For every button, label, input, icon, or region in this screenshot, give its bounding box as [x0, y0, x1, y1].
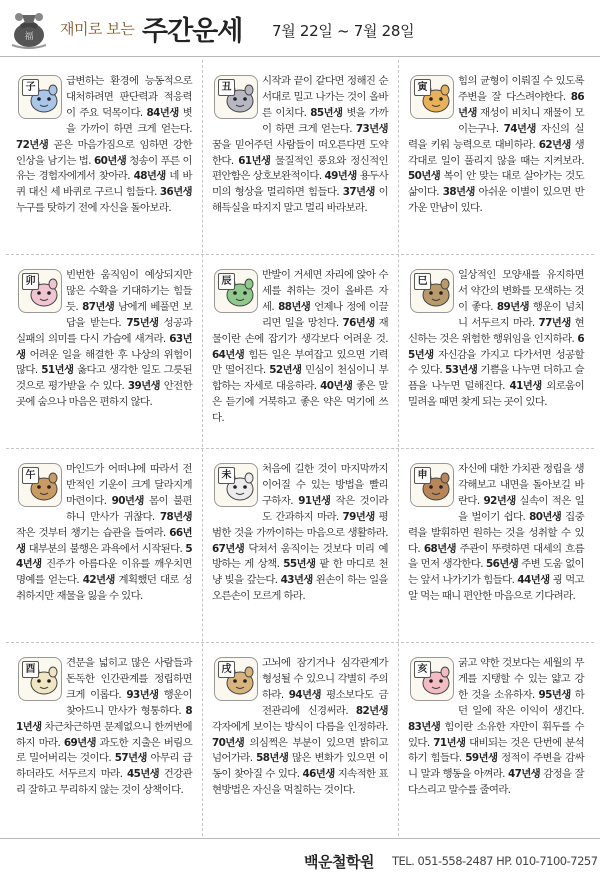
zodiac-character: 午 — [22, 467, 39, 484]
fortune-text: 마인드가 어떠냐에 따라서 전반적인 기운이 크게 달라지게 마련이다. 90년생 몸이 불편하니 만사가 귀찮다. 78년생 작은 것부터 챙기는 습관을 들여라. 66년생 대부분의 불행은 과욕에서 시작된다. 54년생 진주가 아름다운 이유를 깨우치면 명예를 얻는다. 42년생 계획했던 대로 성취하지만 재물을 잃을 수 있다. — [16, 463, 193, 603]
fortune-text: 급변하는 환경에 능동적으로 대처하려면 판단력과 적응력이 주요 덕목이다. 84년생 볏을 가까이 하면 크게 얻는다. 72년생 곧은 마음가짐으로 임하면 강한 인상을 남기는 법. 60년생 청송이 푸른 이유는 경험자에게서 찾아라. 48년생 네 바퀴 대신 세 바퀴로 구르니 힘들다. 36년생 누구를 탓하기 전에 자신을 돌아보라. — [16, 75, 193, 215]
zodiac-character: 寅 — [414, 79, 431, 96]
zodiac-grid — [6, 60, 594, 836]
zodiac-cell — [6, 642, 202, 836]
fortune-text: 빈번한 움직임이 예상되지만 많은 수확을 기대하기는 힘들 듯. 87년생 남에게 베풀면 보답을 받는다. 75년생 성공과 실패의 의미를 다시 가슴에 새겨라. 63년생 어려운 일을 해결한 후 나상의 위험이 많다. 51년생 옳다고 생각한 일도 그릇된 것으로 평가받을 수 있다. 39년생 안전한 곳에 숨으나 마음은 편하지 않다. — [16, 269, 193, 409]
zodiac-character: 卯 — [22, 273, 39, 290]
fortune-text: 힘의 균형이 이뤄질 수 있도록 주변을 잘 다스려야한다. 86년생 재성이 비치니 재물이 모이는구나. 74년생 자신의 실력을 키워 능력으로 대비하라. 62년생 생각대로 일이 풀리지 않을 때는 지켜보라. 50년생 복이 안 맞는 대로 살아가는 것도 삶이다. 38년생 아쉬운 이별이 있으면 반가운 만남이 있다. — [408, 75, 585, 215]
zodiac-character: 未 — [218, 467, 235, 484]
zodiac-cell — [398, 60, 594, 254]
fortune-text: 일상적인 모양새를 유지하면서 약간의 변화를 모색하는 것이 좋다. 89년생 행운이 넘치니 서두르지 마라. 77년생 현신하는 것은 위험한 행위임을 인지하라. 65년생 자신감을 가지고 다가서면 성공할 수 있다. 53년생 기쁨을 나누면 더하고 슬픔을 나누면 덜해진다. 41년생 외로움이 밀려올 때면 찾게 되는 곳이 있다. — [408, 269, 585, 409]
zodiac-cell — [202, 642, 398, 836]
zodiac-cell — [202, 60, 398, 254]
fortune-text: 굵고 약한 것보다는 세월의 무게를 지탱할 수 있는 얇고 강한 것을 소유하자. 95년생 하던 일에 작은 이익이 생긴다. 83년생 힘이란 소유한 자만이 휘두를 수 있다. 71년생 대비되는 것은 단번에 분석하기 힘들다. 59년생 정적이 주변을 감싸니 말과 행동을 아껴라. 47년생 감정을 잘 다스리고 말수를 줄여라. — [408, 657, 585, 797]
date-range: 7월 22일 ~ 7월 28일 — [272, 22, 415, 40]
fortune-text: 반발이 거세면 자리에 앉아 수세를 취하는 것이 올바른 자세. 88년생 언제나 정에 이끌리면 일을 망친다. 76년생 재물이란 손에 잡기가 생각보다 어려운 것. 64년생 힘든 일은 부여잡고 있으면 기력만 떨어진다. 52년생 민심이 천심이니 부합하는 자세로 대응하라. 40년생 좋은 말은 듣기에 거북하고 좋은 약은 먹기에 쓰다. — [212, 269, 389, 425]
fortune-text: 시작과 끝이 같다면 정해진 순서대로 밀고 나가는 것이 올바른 이치다. 85년생 볏을 가까이 하면 크게 얻는다. 73년생 꿈을 믿어주던 사람들이 떠오른다면 도약한다. 61년생 물질적인 풍요와 정신적인 편안함은 상호보완적이다. 49년생 용두사미의 형상을 멀리하면 힘들다. 37년생 이해득실을 따지지 말고 멀리 바라보라. — [212, 75, 389, 215]
fortune-text: 고뇌에 잠기거나 심각관계가 형성될 수 있으니 각별히 주의하라. 94년생 평소보다도 금전관리에 신경써라. 82년생 각자에게 보이는 방식이 다름을 인정하라. 70년생 의심쩍은 부분이 있으면 밝히고 넘어가라. 58년생 많은 변화가 있으면 이동이 찾아질 수 있다. 46년생 지속적한 표현방법은 자신을 먹칠하는 것이다. — [212, 657, 389, 797]
fortune-text: 견문을 넓히고 많은 사람들과 돈독한 인간관계를 정립하면 크게 이롭다. 93년생 행운이 찾아드니 만사가 형통하다. 81년생 차근차근하면 문제없으니 한꺼번에 하지 마라. 69년생 과도한 지출은 버림으로 밀어버리는 것이다. 57년생 아무리 급하더라도 서두르지 마라. 45년생 건강관리 잘하고 무리하지 않는 것이 상책이다. — [16, 657, 193, 797]
zodiac-character: 辰 — [218, 273, 235, 290]
fortune-text: 자신에 대한 가치관 정립을 생각해보고 내면을 돌아보길 바란다. 92년생 실속이 적은 일을 벌이기 쉽다. 80년생 집중력을 발휘하면 원하는 것을 성취할 수 있다. 68년생 주관이 뚜렷하면 대세의 흐름을 먼저 생각한다. 56년생 주변 도움 없이는 앞서 나가기가 힘들다. 44년생 굉 먹고 알 먹는 때니 편안한 마음으로 기다려라. — [408, 463, 585, 603]
footer-name: 백운철학원 — [304, 853, 374, 871]
zodiac-cell — [202, 448, 398, 642]
zodiac-character: 丑 — [218, 79, 235, 96]
page-title: 주간운세 — [142, 16, 243, 47]
zodiac-cell — [6, 254, 202, 448]
fortune-text: 처음에 길한 것이 마지막까지 이어질 수 있는 방법을 빨리 구하자. 91년생 작은 것이라도 간과하지 마라. 79년생 평범한 것을 가까이하는 마음으로 생활하라. 67년생 닥쳐서 움직이는 것보다 미리 예방하는 게 상책. 55년생 팥 한 마디로 천냥 빚을 갚는다. 43년생 왼손이 하는 일을 오른손이 모르게 하라. — [212, 463, 389, 603]
zodiac-cell — [6, 60, 202, 254]
zodiac-character: 子 — [22, 79, 39, 96]
zodiac-cell — [398, 448, 594, 642]
zodiac-cell — [202, 254, 398, 448]
zodiac-cell — [398, 642, 594, 836]
zodiac-character: 酉 — [22, 661, 39, 678]
page-footer — [0, 838, 600, 880]
zodiac-cell — [6, 448, 202, 642]
zodiac-character: 亥 — [414, 661, 431, 678]
page-header — [0, 0, 600, 57]
fortune-pouch-icon — [6, 5, 52, 51]
zodiac-cell — [398, 254, 594, 448]
zodiac-character: 申 — [414, 467, 431, 484]
svg-text:福: 福 — [24, 32, 34, 42]
zodiac-character: 巳 — [414, 273, 431, 290]
zodiac-character: 戌 — [218, 661, 235, 678]
footer-contact: TEL. 051-558-2487 HP. 010-7100-7257 — [392, 854, 598, 868]
header-subtitle: 재미로 보는 — [60, 20, 135, 38]
